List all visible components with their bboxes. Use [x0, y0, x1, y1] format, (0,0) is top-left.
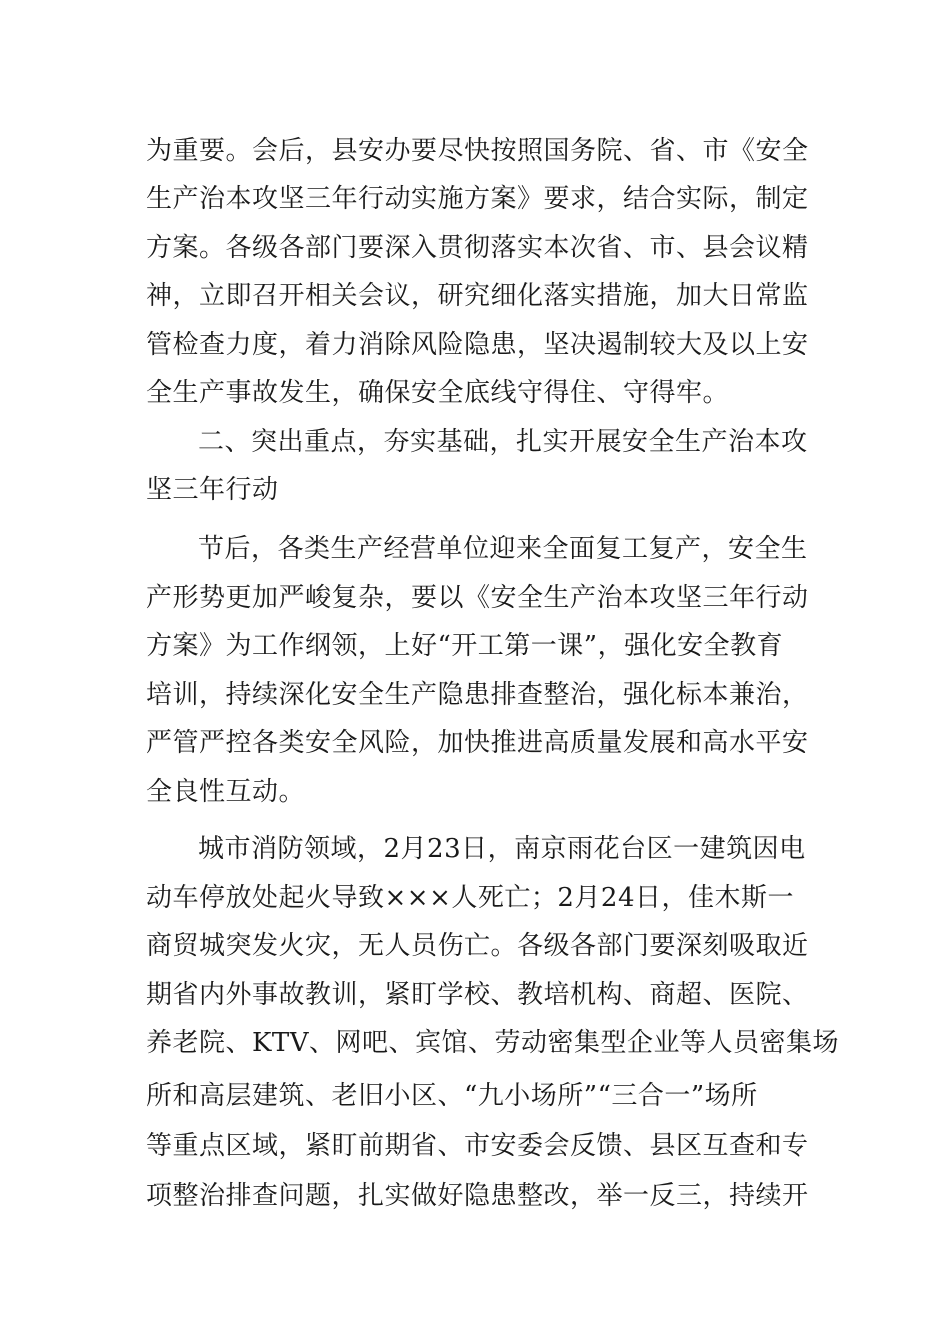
text-line-2: 生产治本攻坚三年行动实施方案》要求，结合实际，制定 [146, 184, 809, 214]
text-line-12: 培训，持续深化安全生产隐患排查整治，强化标本兼治， [146, 680, 809, 710]
text-line-21: 等重点区域，紧盯前期省、市安委会反馈、县区互查和专 [146, 1131, 809, 1161]
text-line-20: 所和高层建筑、老旧小区、“九小场所”“三合一”场所 [146, 1081, 758, 1111]
text-line-10: 产形势更加严峻复杂，要以《安全生产治本攻坚三年行动 [146, 583, 809, 613]
text-line-16: 动车停放处起火导致×××人死亡；2月24日，佳木斯一 [146, 883, 794, 913]
text-line-11: 方案》为工作纲领，上好“开工第一课”，强化安全教育 [146, 631, 784, 661]
text-line-14: 全良性互动。 [146, 777, 306, 807]
text-line-6: 全生产事故发生，确保安全底线守得住、守得牢。 [146, 378, 730, 408]
text-line-17: 商贸城突发火灾，无人员伤亡。各级各部门要深刻吸取近 [146, 931, 809, 961]
text-line-22: 项整治排查问题，扎实做好隐患整改，举一反三，持续开 [146, 1181, 809, 1211]
text-line-15: 城市消防领域，2月23日，南京雨花台区一建筑因电 [198, 834, 806, 864]
text-line-9: 节后，各类生产经营单位迎来全面复工复产，安全生 [198, 534, 808, 564]
section-heading-line-1: 二、突出重点，夯实基础，扎实开展安全生产治本攻 [198, 427, 808, 457]
text-line-4: 神，立即召开相关会议，研究细化落实措施，加大日常监 [146, 281, 809, 311]
text-line-18: 期省内外事故教训，紧盯学校、教培机构、商超、医院、 [146, 980, 809, 1010]
text-line-3: 方案。各级各部门要深入贯彻落实本次省、市、县会议精 [146, 233, 809, 263]
text-line-19: 养老院、KTV、网吧、宾馆、劳动密集型企业等人员密集场 [146, 1028, 840, 1058]
text-line-13: 严管严控各类安全风险，加快推进高质量发展和高水平安 [146, 728, 809, 758]
text-line-5: 管检查力度，着力消除风险隐患，坚决遏制较大及以上安 [146, 330, 809, 360]
section-heading-line-2: 坚三年行动 [146, 475, 279, 505]
text-line-1: 为重要。会后，县安办要尽快按照国务院、省、市《安全 [146, 136, 809, 166]
